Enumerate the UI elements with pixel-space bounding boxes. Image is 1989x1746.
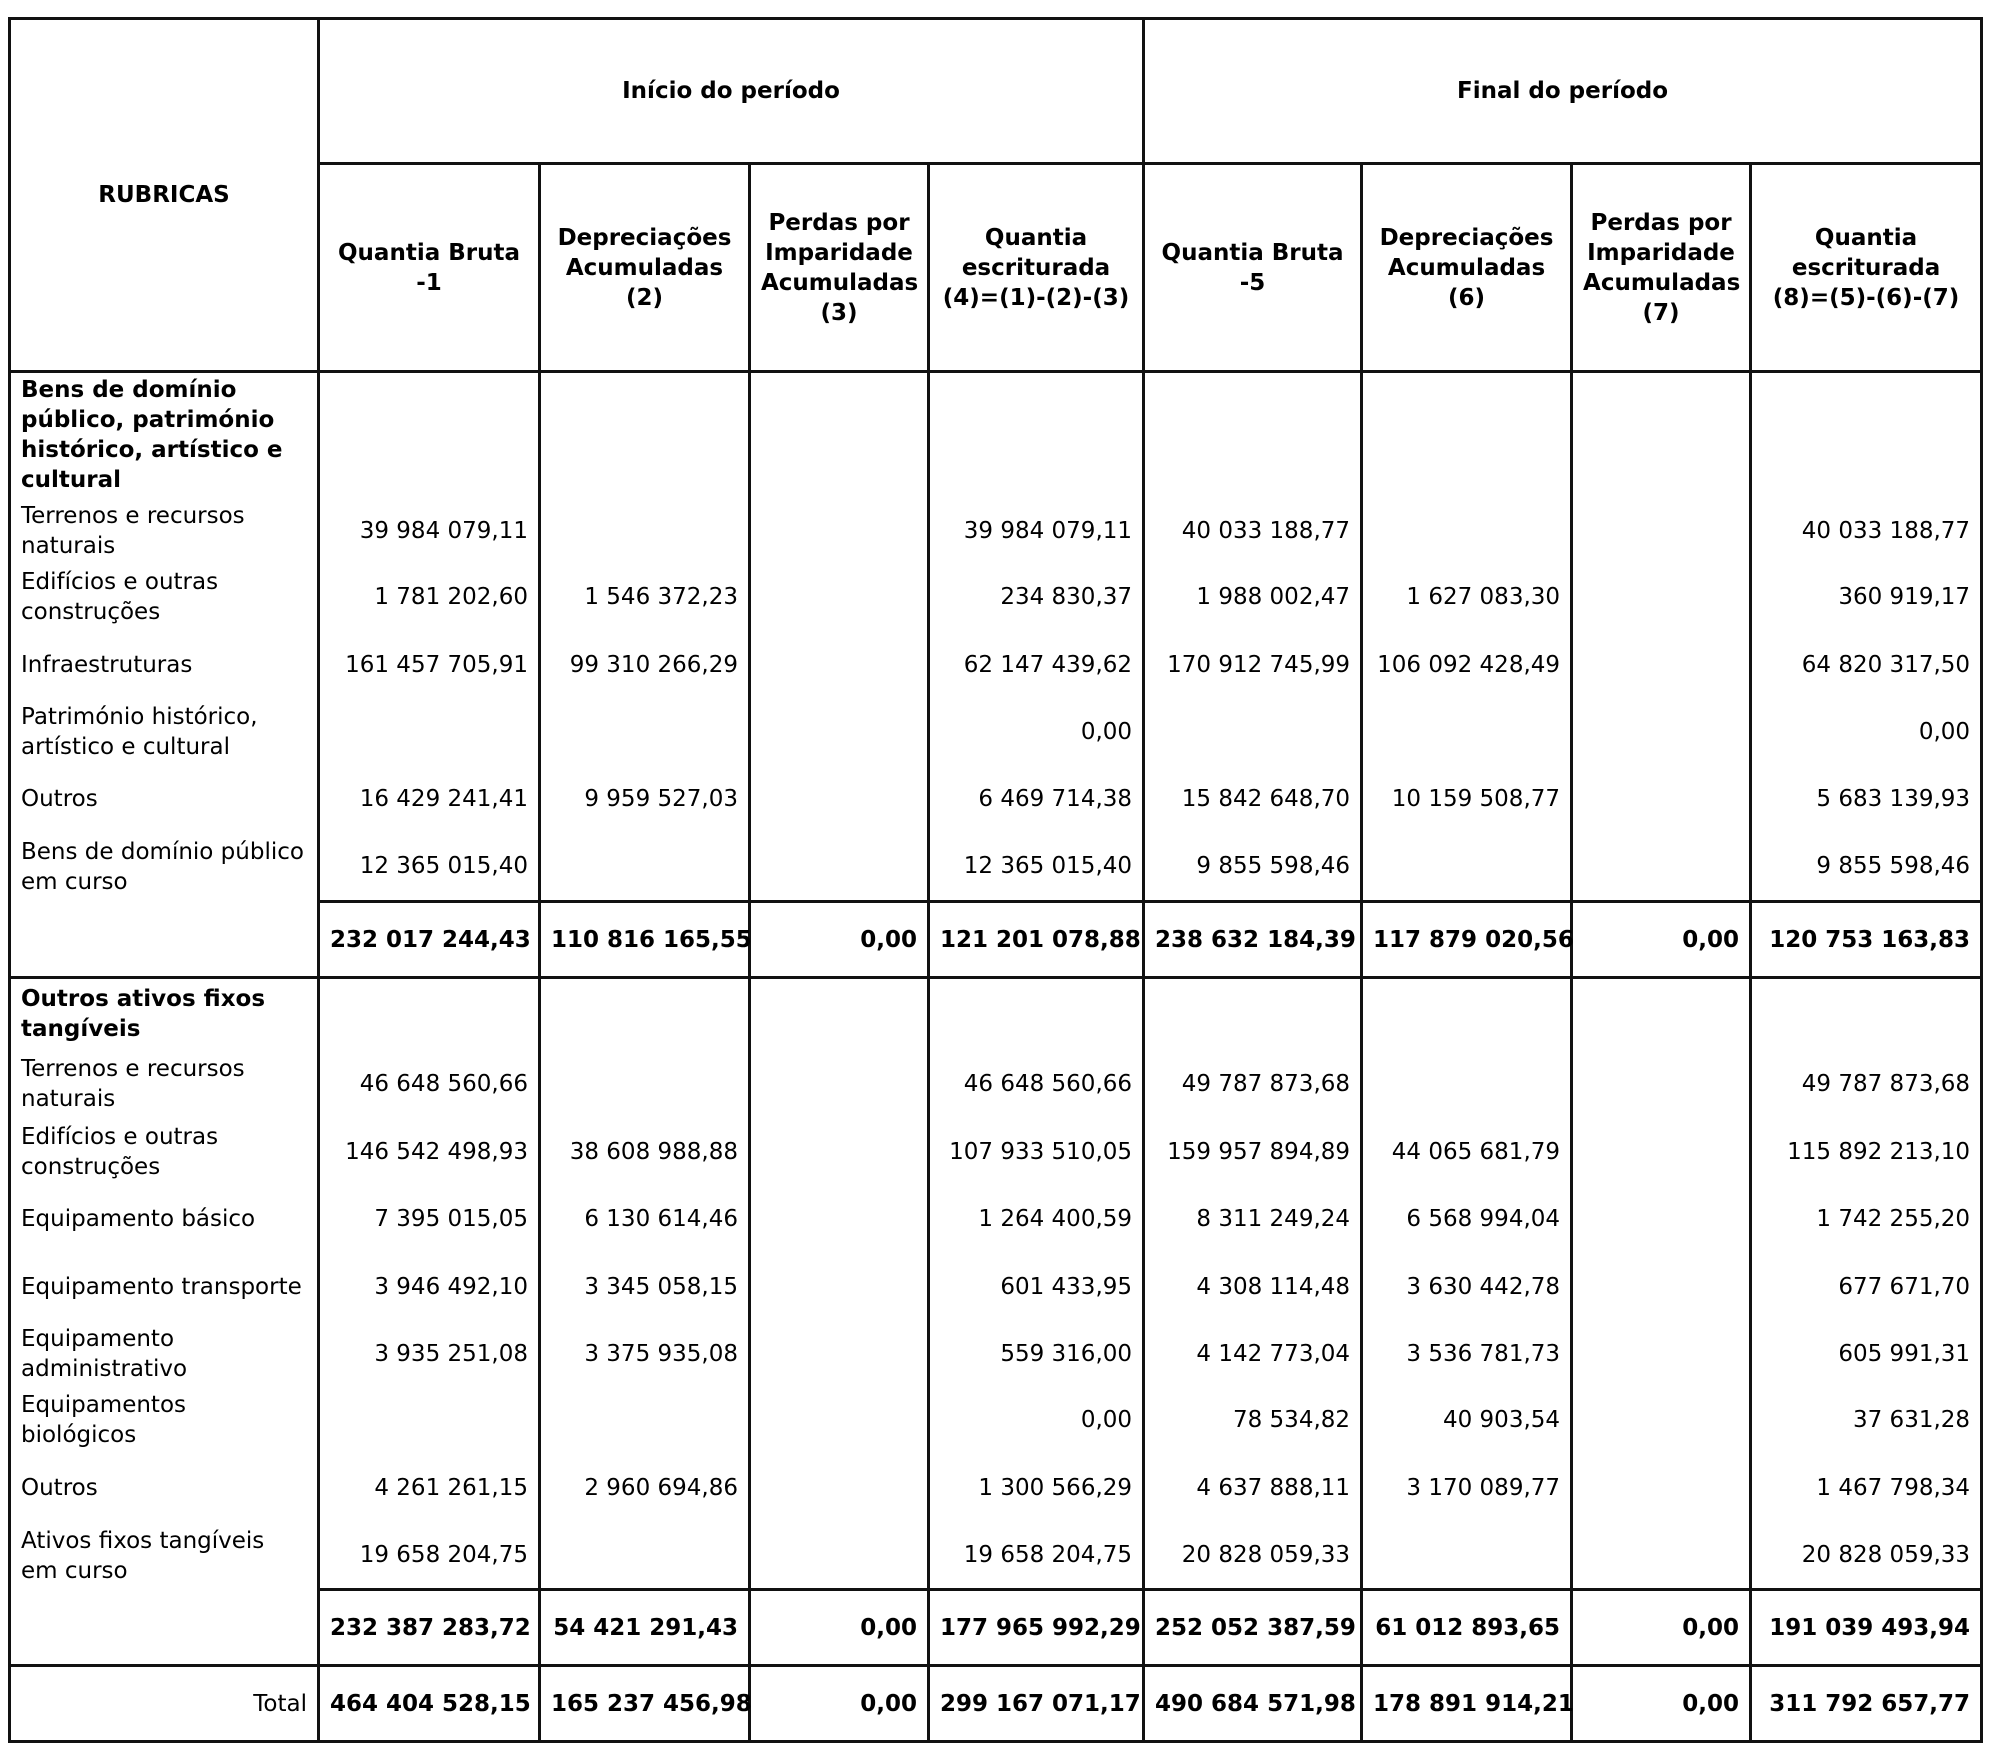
value-cell [1362,1522,1572,1590]
value-cell: 360 919,17 [1751,564,1982,631]
table-row [10,1050,1982,1118]
value-cell: 19 658 204,75 [929,1522,1144,1590]
value-cell: 40 033 188,77 [1144,498,1362,564]
value-cell: 234 830,37 [929,564,1144,631]
row-label: Outros [10,766,319,833]
value-cell: 39 984 079,11 [319,498,540,564]
value-cell [1362,699,1572,766]
header-final-periodo: Final do período [1144,19,1982,164]
value-cell: 4 308 114,48 [1144,1253,1362,1321]
value-cell: 0,00 [929,1387,1144,1454]
value-cell [750,1186,929,1253]
column-header: Perdas por Imparidade Acumuladas (3) [750,164,929,372]
row-label: Equipamentos biológicos [10,1387,319,1454]
value-cell: 62 147 439,62 [929,631,1144,699]
value-cell [750,699,929,766]
value-cell [750,1050,929,1118]
value-cell: 19 658 204,75 [319,1522,540,1590]
row-label: Edifícios e outras construções [10,564,319,631]
subtotal-cell: 120 753 163,83 [1751,902,1982,978]
value-cell [540,1522,750,1590]
value-cell: 115 892 213,10 [1751,1118,1982,1186]
row-label: Edifícios e outras construções [10,1118,319,1186]
table-row [10,564,1982,631]
subtotal-cell: 177 965 992,29 [929,1590,1144,1666]
row-label: Terrenos e recursos naturais [10,498,319,564]
value-cell: 6 130 614,46 [540,1186,750,1253]
value-cell [750,833,929,902]
empty-cell [540,372,750,498]
total-cell: 178 891 914,21 [1362,1666,1572,1742]
value-cell: 0,00 [1751,699,1982,766]
value-cell [1572,1118,1751,1186]
empty-cell [1144,978,1362,1050]
subtotal-cell: 117 879 020,56 [1362,902,1572,978]
value-cell: 10 159 508,77 [1362,766,1572,833]
table-row [10,1253,1982,1321]
value-cell [1572,564,1751,631]
value-cell: 78 534,82 [1144,1387,1362,1454]
value-cell: 64 820 317,50 [1751,631,1982,699]
value-cell: 0,00 [929,699,1144,766]
empty-cell [1572,372,1751,498]
value-cell: 146 542 498,93 [319,1118,540,1186]
table-row [10,1522,1982,1590]
value-cell: 20 828 059,33 [1144,1522,1362,1590]
row-label: Equipamento administrativo [10,1321,319,1387]
value-cell: 9 855 598,46 [1751,833,1982,902]
value-cell: 559 316,00 [929,1321,1144,1387]
row-label: Infraestruturas [10,631,319,699]
value-cell: 107 933 510,05 [929,1118,1144,1186]
value-cell [1572,1186,1751,1253]
value-cell [1572,1253,1751,1321]
empty-cell [1144,372,1362,498]
value-cell [1572,631,1751,699]
table-row [10,1321,1982,1387]
header-inicio-periodo: Início do período [319,19,1144,164]
value-cell [1572,498,1751,564]
value-cell: 4 142 773,04 [1144,1321,1362,1387]
total-row [10,1666,1982,1742]
column-header: Depreciações Acumuladas (2) [540,164,750,372]
column-header: Perdas por Imparidade Acumuladas (7) [1572,164,1751,372]
value-cell: 161 457 705,91 [319,631,540,699]
value-cell: 46 648 560,66 [319,1050,540,1118]
value-cell: 1 627 083,30 [1362,564,1572,631]
value-cell: 39 984 079,11 [929,498,1144,564]
value-cell: 1 546 372,23 [540,564,750,631]
table-row [10,1454,1982,1522]
value-cell: 12 365 015,40 [929,833,1144,902]
value-cell [1572,1454,1751,1522]
empty-cell [750,978,929,1050]
assets-table [8,17,1983,1743]
value-cell: 170 912 745,99 [1144,631,1362,699]
section-title: Bens de domínio público, património histórico, artístico e cultural [10,372,319,498]
empty-cell [319,372,540,498]
subtotal-cell: 0,00 [750,1590,929,1666]
value-cell [540,1050,750,1118]
table-row [10,631,1982,699]
value-cell: 5 683 139,93 [1751,766,1982,833]
value-cell [540,833,750,902]
value-cell: 99 310 266,29 [540,631,750,699]
value-cell: 3 536 781,73 [1362,1321,1572,1387]
value-cell: 106 092 428,49 [1362,631,1572,699]
value-cell [750,631,929,699]
empty-cell [319,978,540,1050]
table-row [10,1118,1982,1186]
value-cell: 1 264 400,59 [929,1186,1144,1253]
subtotal-cell: 232 387 283,72 [319,1590,540,1666]
value-cell [1572,1321,1751,1387]
total-cell: 299 167 071,17 [929,1666,1144,1742]
table-row [10,1387,1982,1454]
value-cell: 9 855 598,46 [1144,833,1362,902]
value-cell: 8 311 249,24 [1144,1186,1362,1253]
total-label: Total [10,1666,319,1742]
value-cell [540,699,750,766]
subtotal-cell: 110 816 165,55 [540,902,750,978]
value-cell: 3 630 442,78 [1362,1253,1572,1321]
table-row [10,498,1982,564]
value-cell [1362,1050,1572,1118]
total-cell: 0,00 [750,1666,929,1742]
value-cell: 1 467 798,34 [1751,1454,1982,1522]
value-cell: 20 828 059,33 [1751,1522,1982,1590]
value-cell [1144,699,1362,766]
value-cell [750,564,929,631]
total-cell: 464 404 528,15 [319,1666,540,1742]
row-label: Bens de domínio público em curso [10,833,319,902]
empty-cell [929,978,1144,1050]
value-cell [750,766,929,833]
subtotal-label-cell [10,1590,319,1666]
column-header: Quantia Bruta -1 [319,164,540,372]
subtotal-cell: 0,00 [750,902,929,978]
value-cell [1572,1522,1751,1590]
empty-cell [1751,372,1982,498]
value-cell [319,699,540,766]
empty-cell [1572,978,1751,1050]
value-cell: 3 935 251,08 [319,1321,540,1387]
value-cell [319,1387,540,1454]
value-cell: 677 671,70 [1751,1253,1982,1321]
value-cell [750,1321,929,1387]
subtotal-cell: 0,00 [1572,1590,1751,1666]
value-cell: 15 842 648,70 [1144,766,1362,833]
value-cell [540,1387,750,1454]
column-header: Quantia Bruta -5 [1144,164,1362,372]
value-cell: 3 345 058,15 [540,1253,750,1321]
row-label: Património histórico, artístico e cultural [10,699,319,766]
row-label: Equipamento transporte [10,1253,319,1321]
total-cell: 165 237 456,98 [540,1666,750,1742]
value-cell [750,1522,929,1590]
value-cell: 6 568 994,04 [1362,1186,1572,1253]
value-cell: 4 637 888,11 [1144,1454,1362,1522]
subtotal-cell: 232 017 244,43 [319,902,540,978]
subtotal-cell: 238 632 184,39 [1144,902,1362,978]
row-label: Ativos fixos tangíveis em curso [10,1522,319,1590]
value-cell: 6 469 714,38 [929,766,1144,833]
value-cell: 4 261 261,15 [319,1454,540,1522]
value-cell: 1 781 202,60 [319,564,540,631]
column-header: Quantia escriturada (8)=(5)-(6)-(7) [1751,164,1982,372]
subtotal-cell: 191 039 493,94 [1751,1590,1982,1666]
row-label: Outros [10,1454,319,1522]
subtotal-cell: 252 052 387,59 [1144,1590,1362,1666]
value-cell [1362,833,1572,902]
value-cell [1572,766,1751,833]
value-cell [1572,1387,1751,1454]
subtotal-row [10,902,1982,978]
value-cell: 12 365 015,40 [319,833,540,902]
row-label: Equipamento básico [10,1186,319,1253]
empty-cell [929,372,1144,498]
value-cell: 49 787 873,68 [1144,1050,1362,1118]
value-cell: 2 960 694,86 [540,1454,750,1522]
subtotal-cell: 0,00 [1572,902,1751,978]
subtotal-cell: 121 201 078,88 [929,902,1144,978]
subtotal-label-cell [10,902,319,978]
empty-cell [1751,978,1982,1050]
empty-cell [540,978,750,1050]
value-cell [1572,699,1751,766]
value-cell: 605 991,31 [1751,1321,1982,1387]
value-cell [750,498,929,564]
empty-cell [750,372,929,498]
value-cell: 16 429 241,41 [319,766,540,833]
column-header: Quantia escriturada (4)=(1)-(2)-(3) [929,164,1144,372]
row-label: Terrenos e recursos naturais [10,1050,319,1118]
value-cell: 40 033 188,77 [1751,498,1982,564]
total-cell: 311 792 657,77 [1751,1666,1982,1742]
value-cell: 49 787 873,68 [1751,1050,1982,1118]
value-cell: 38 608 988,88 [540,1118,750,1186]
value-cell: 44 065 681,79 [1362,1118,1572,1186]
table-row [10,699,1982,766]
value-cell: 1 300 566,29 [929,1454,1144,1522]
value-cell [540,498,750,564]
value-cell [1572,833,1751,902]
table-row [10,833,1982,902]
total-cell: 490 684 571,98 [1144,1666,1362,1742]
value-cell: 3 170 089,77 [1362,1454,1572,1522]
subtotal-cell: 61 012 893,65 [1362,1590,1572,1666]
column-header: Depreciações Acumuladas (6) [1362,164,1572,372]
value-cell: 9 959 527,03 [540,766,750,833]
value-cell [750,1454,929,1522]
empty-cell [1362,372,1572,498]
subtotal-row [10,1590,1982,1666]
section-title: Outros ativos fixos tangíveis [10,978,319,1050]
table-row [10,766,1982,833]
value-cell: 46 648 560,66 [929,1050,1144,1118]
value-cell: 159 957 894,89 [1144,1118,1362,1186]
empty-cell [1362,978,1572,1050]
subtotal-cell: 54 421 291,43 [540,1590,750,1666]
value-cell: 40 903,54 [1362,1387,1572,1454]
value-cell [750,1387,929,1454]
value-cell [1572,1050,1751,1118]
value-cell: 7 395 015,05 [319,1186,540,1253]
table-row [10,1186,1982,1253]
value-cell: 1 742 255,20 [1751,1186,1982,1253]
value-cell: 37 631,28 [1751,1387,1982,1454]
total-cell: 0,00 [1572,1666,1751,1742]
value-cell [750,1118,929,1186]
value-cell: 3 375 935,08 [540,1321,750,1387]
value-cell: 3 946 492,10 [319,1253,540,1321]
header-rubricas: RUBRICAS [10,19,319,372]
value-cell [750,1253,929,1321]
value-cell: 601 433,95 [929,1253,1144,1321]
value-cell: 1 988 002,47 [1144,564,1362,631]
value-cell [1362,498,1572,564]
